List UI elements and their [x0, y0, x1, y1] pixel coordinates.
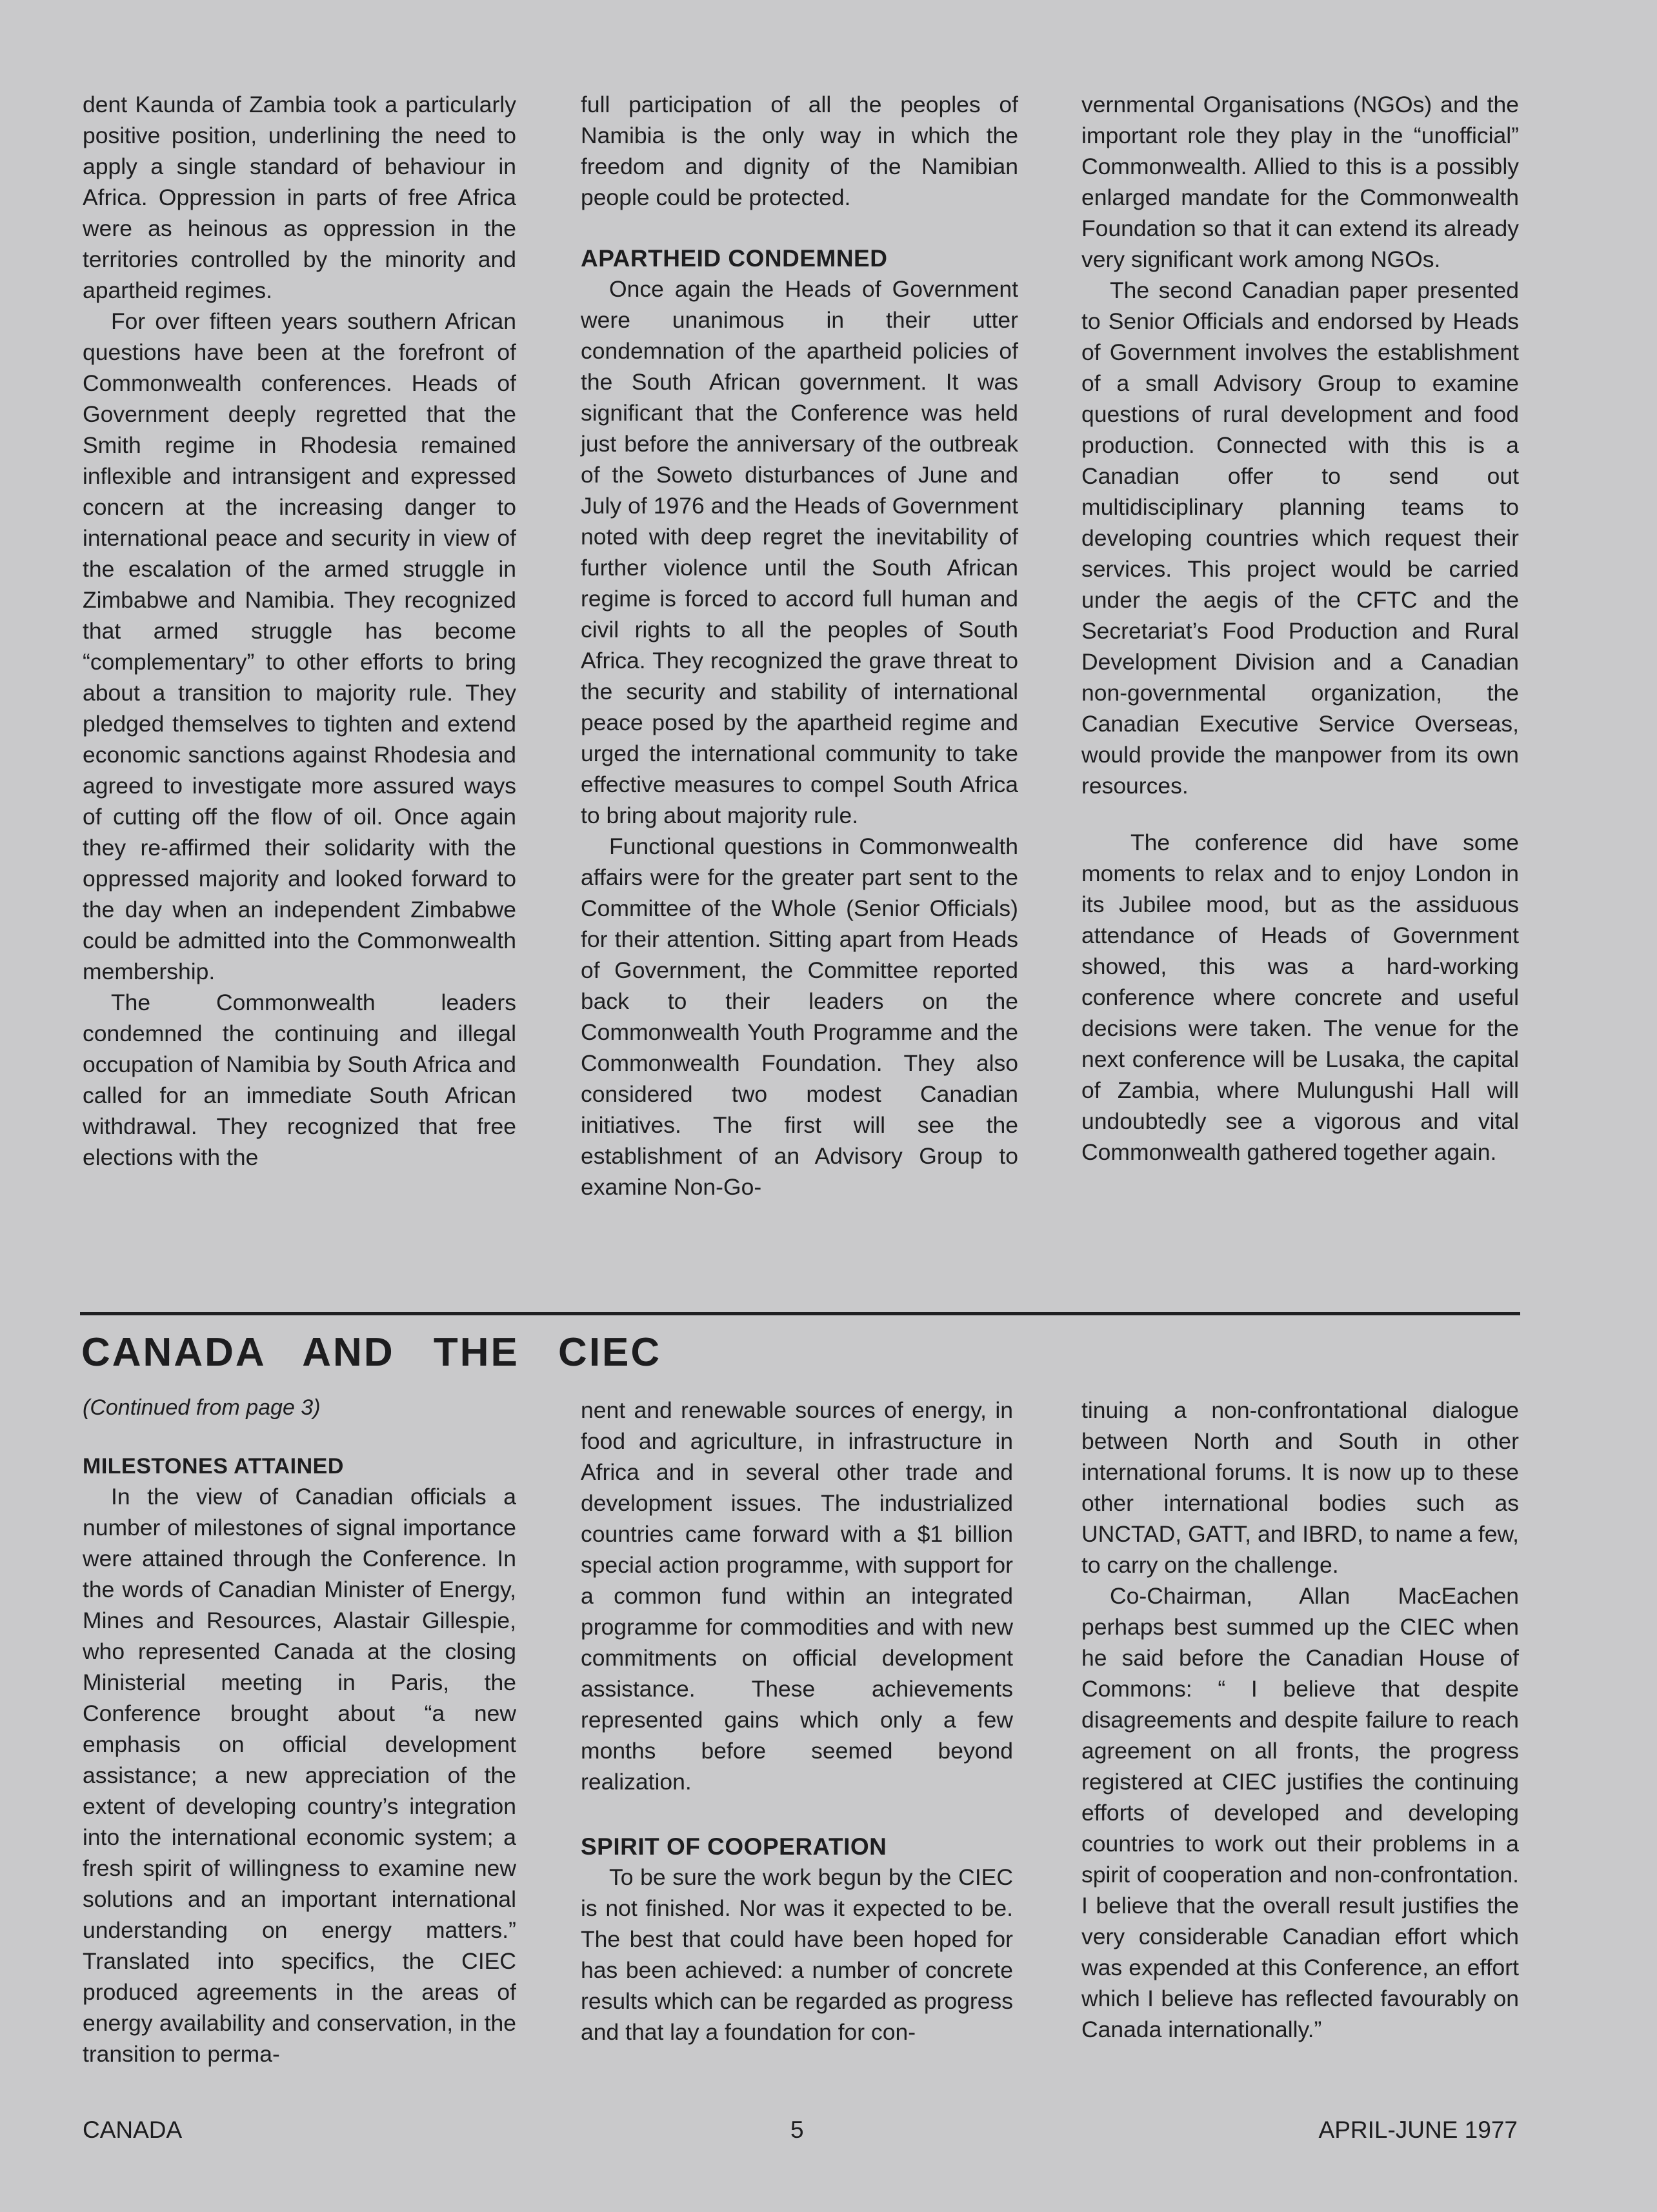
paragraph: In the view of Canadian officials a number of milestones of signal importance were attained through the Conference. In the words of Canadian Minister of Energy, Mines and Resources, Alastair Gillespie, who represented Canada at the closing Ministerial meeting in Paris, the Conference brought about “a new emphasis on official development assistance; a new appreciation of the extent of developing country’s integration into the international economic system; a fresh spirit of willingness to examine new solutions and an important international understanding on energy matters.” Translated into specifics, the CIEC produced agreements in the areas of energy availability and conservation, in the transition to perma-	[83, 1484, 516, 2067]
top-column-3	[1081, 89, 1519, 1168]
section-heading: MILESTONES ATTAINED	[83, 1454, 344, 1479]
paragraph: The Commonwealth leaders condemned the continuing and illegal occupation of Namibia by South Africa and called for an immediate South African withdrawal. They recognized that free elections with the	[83, 990, 516, 1170]
bottom-column-1	[83, 1393, 516, 2069]
paragraph: full participation of all the peoples of Namibia is the only way in which the freedom and dignity of the Namibian people could be protected.	[581, 92, 1018, 210]
paragraph: Functional questions in Commonwealth affairs were for the greater part sent to the Committee of the Whole (Senior Officials) for their attention. Sitting apart from Heads of Government, the Committee reported back to their leaders on the Commonwealth Youth Programme and the Commonwealth Foundation. They also considered two modest Canadian initiatives. The first will see the establishment of an Advisory Group to examine Non-Go-	[581, 833, 1018, 1200]
footer-page-number: 5	[790, 2117, 804, 2143]
paragraph: For over fifteen years southern African questions have been at the forefront of Commonwealth conferences. Heads of Government deeply regretted that the Smith regime in Rhodesia remained inflexible and intransigent and expressed concern at the increasing danger to international peace and security in view of the escalation of the armed struggle in Zimbabwe and Namibia. They recognized that armed struggle has become “complementary” to other efforts to bring about a transition to majority rule. They pledged themselves to tighten and extend economic sanctions against Rhodesia and agreed to investigate more assured ways of cutting off the flow of oil. Once again they re-affirmed their solidarity with the oppressed majority and looked forward to the day when an independent Zimbabwe could be admitted into the Commonwealth membership.	[83, 308, 516, 984]
footer-publication: CANADA	[83, 2117, 183, 2143]
paragraph: tinuing a non-confrontational dialogue between North and South in other international forums. It is now up to these other international bodies such as UNCTAD, GATT, and IBRD, to name a few, to carry on the challenge.	[1081, 1397, 1519, 1578]
section-heading: APARTHEID CONDEMNED	[581, 245, 888, 272]
paragraph: Co-Chairman, Allan MacEachen perhaps best summed up the CIEC when he said before the Canadian House of Commons: “ I believe that despite disagreements and despite failure to reach agreement on all fronts, the progress registered at CIEC justifies the continuing efforts of developed and developing countries to work out their problems in a spirit of cooperation and non-confrontation. I believe that the overall result justifies the very considerable Canadian effort which was expended at this Conference, an effort which I believe has reflected favourably on Canada internationally.”	[1081, 1583, 1519, 2042]
top-column-2	[581, 89, 1018, 1202]
bottom-column-3	[1081, 1395, 1519, 2045]
paragraph: vernmental Organisations (NGOs) and the important role they play in the “unofficial” Commonwealth. Allied to this is a possibly enlarged mandate for the Commonwealth Foundation so that it can extend its already very significant work among NGOs.	[1081, 92, 1519, 272]
footer-issue-date: APRIL-JUNE 1977	[1318, 2117, 1518, 2143]
paragraph: dent Kaunda of Zambia took a particularly positive position, underlining the need to apply a single standard of behaviour in Africa. Oppression in parts of free Africa were as heinous as oppression in the territories controlled by the minority and apartheid regimes.	[83, 92, 516, 303]
paragraph: The conference did have some moments to relax and to enjoy London in its Jubilee mood, but as the assiduous attendance of Heads of Government showed, this was a hard-working conference where concrete and useful decisions were taken. The venue for the next conference will be Lusaka, the capital of Zambia, where Mulungushi Hall will undoubtedly see a vigorous and vital Commonwealth gathered together again.	[1081, 830, 1519, 1165]
paragraph: The second Canadian paper presented to Senior Officials and endorsed by Heads of Government involves the establishment of a small Advisory Group to examine questions of rural development and food production. Connected with this is a Canadian offer to send out multidisciplinary planning teams to developing countries which request their services. This project would be carried under the aegis of the CFTC and the Secretariat’s Food Production and Rural Development Division and a Canadian non-governmental organization, the Canadian Executive Service Overseas, would provide the manpower from its own resources.	[1081, 277, 1519, 799]
article-title: CANADA AND THE CIEC	[81, 1330, 662, 1375]
paragraph: To be sure the work begun by the CIEC is not finished. Nor was it expected to be. The best that could have been hoped for has been achieved: a number of concrete results which can be regarded as progress and that lay a foundation for con-	[581, 1864, 1013, 2045]
bottom-column-2	[581, 1395, 1013, 2048]
top-column-1	[83, 89, 516, 1173]
section-divider	[80, 1312, 1520, 1315]
paragraph: Once again the Heads of Government were unanimous in their utter condemnation of the apartheid policies of the South African government. It was significant that the Conference was held just before the anniversary of the outbreak of the Soweto disturbances of June and July of 1976 and the Heads of Government noted with deep regret the inevitability of further violence until the South African regime is forced to accord full human and civil rights to all the peoples of South Africa. They recognized the grave threat to the security and stability of international peace posed by the apartheid regime and urged the international community to take effective measures to compel South Africa to bring about majority rule.	[581, 276, 1018, 828]
section-heading: SPIRIT OF COOPERATION	[581, 1833, 887, 1860]
paragraph: nent and renewable sources of energy, in food and agriculture, in infrastructure in Africa and in several other trade and development issues. The industrialized countries came forward with a $1 billion special action programme, with support for a common fund within an integrated programme for commodities and with new commitments on official development assistance. These achievements represented gains which only a few months before seemed beyond realization.	[581, 1397, 1013, 1795]
continued-note: (Continued from page 3)	[83, 1395, 321, 1420]
